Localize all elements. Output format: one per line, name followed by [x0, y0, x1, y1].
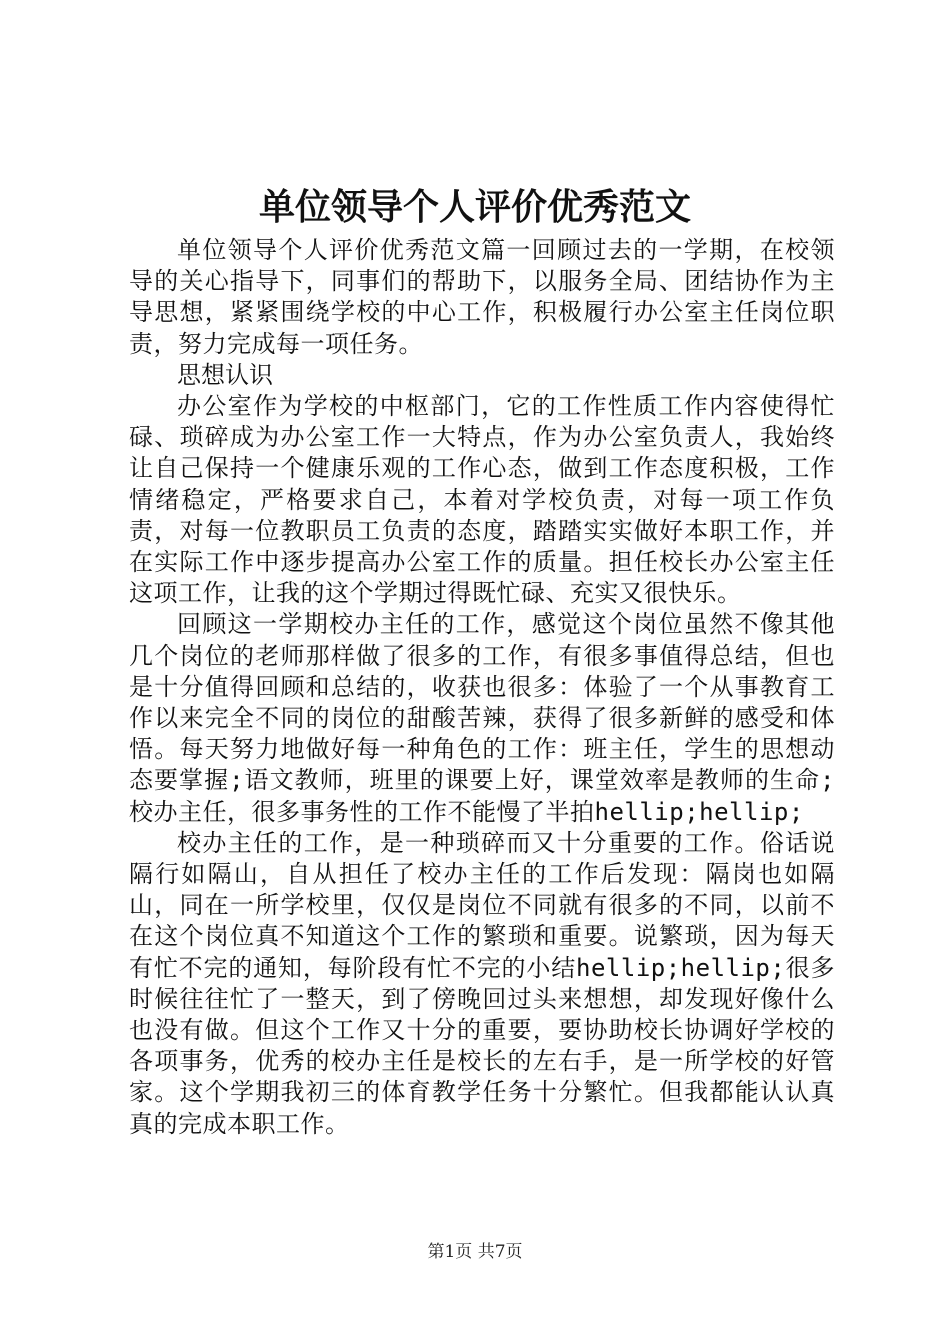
paragraph-review: 回顾这一学期校办主任的工作，感觉这个岗位虽然不像其他几个岗位的老师那样做了很多的工作，有很多事值得总结，但也是十分值得回顾和总结的，收获也很多：体验了一个从事教育工作以来完全不同的岗位的甜酸苦辣，获得了很多新鲜的感受和体悟。每天努力地做好每一种角色的工作：班主任，学生的思想动态要掌握;语文教师，班里的课要上好，课堂效率是教师的生命;校办主任，很多事务性的工作不能慢了半拍hellip;hellip;	[129, 610, 835, 826]
document-title: 单位领导个人评价优秀范文	[258, 186, 691, 228]
paragraph-intro: 单位领导个人评价优秀范文篇一回顾过去的一学期，在校领导的关心指导下，同事们的帮助下，以服务全局、团结协作为主导思想，紧紧围绕学校的中心工作，积极履行办公室主任岗位职责，努力完成每一项任务。	[129, 236, 835, 358]
section-heading-thinking: 思想认识	[177, 360, 273, 389]
paragraph-office-role: 办公室作为学校的中枢部门，它的工作性质工作内容使得忙碌、琐碎成为办公室工作一大特点，作为办公室负责人，我始终让自己保持一个健康乐观的工作心态，做到工作态度积极，工作情绪稳定，严格要求自己，本着对学校负责，对每一项工作负责，对每一位教职员工负责的态度，踏踏实实做好本职工作，并在实际工作中逐步提高办公室工作的质量。担任校长办公室主任这项工作，让我的这个学期过得既忙碌、充实又很快乐。	[129, 392, 835, 608]
page-number-footer: 第1页 共7页	[427, 1242, 523, 1262]
paragraph-duties: 校办主任的工作，是一种琐碎而又十分重要的工作。俗话说隔行如隔山，自从担任了校办主任的工作后发现：隔岗也如隔山，同在一所学校里，仅仅是岗位不同就有很多的不同，以前不在这个岗位真不知道这个工作的繁琐和重要。说繁琐，因为每天有忙不完的通知，每阶段有忙不完的小结hellip;hellip;很多时候往往忙了一整天，到了傍晚回过头来想想，却发现好像什么也没有做。但这个工作又十分的重要，要协助校长协调好学校的各项事务，优秀的校办主任是校长的左右手，是一所学校的好管家。这个学期我初三的体育教学任务十分繁忙。但我都能认认真真的完成本职工作。	[129, 828, 835, 1138]
document-body	[129, 235, 835, 1140]
